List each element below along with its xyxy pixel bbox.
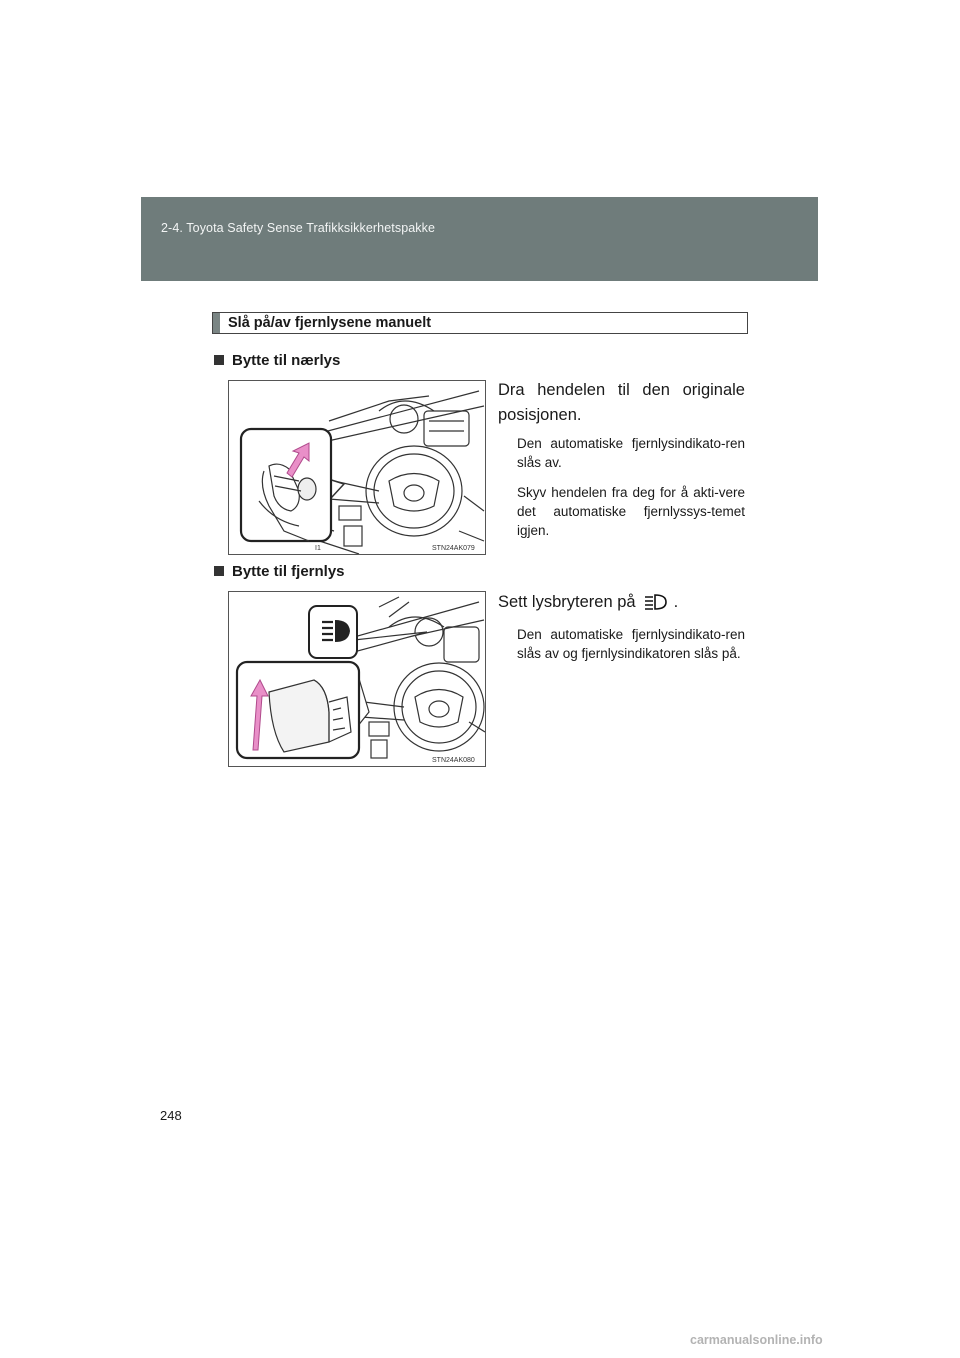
high-beam-instruction-text: Sett lysbryteren på	[498, 593, 636, 611]
high-beam-instruction-period: .	[673, 593, 679, 611]
square-bullet-icon	[214, 355, 224, 365]
square-bullet-icon	[214, 566, 224, 576]
high-beam-icon	[642, 593, 668, 619]
chapter-title: 2-4. Toyota Safety Sense Trafikksikkerhetspakke	[161, 221, 436, 235]
figure-code: STN24AK079	[432, 545, 475, 552]
low-beam-note-2: Skyv hendelen fra deg for å akti-vere det automatiske fjernlyssys-temet igjen.	[517, 485, 745, 538]
section-title: Slå på/av fjernlysene manuelt	[228, 315, 432, 331]
section-heading	[212, 312, 748, 334]
dashboard-illustration	[229, 381, 485, 554]
high-beam-instruction	[498, 590, 745, 619]
figure-small-label: I1	[315, 545, 321, 552]
section-marker	[213, 313, 220, 333]
high-beam-note-1: Den automatiske fjernlysindikato-ren slås av og fjernlysindikatoren slås på.	[517, 627, 745, 661]
subheading-high-beam	[214, 563, 345, 580]
figure-low-beam-lever	[228, 380, 486, 555]
subheading-high-beam-text: Bytte til fjernlys	[232, 563, 345, 580]
watermark[interactable]: carmanualsonline.info	[690, 1333, 823, 1347]
dashboard-illustration	[229, 592, 485, 766]
low-beam-note-1: Den automatiske fjernlysindikato-ren slås av.	[517, 436, 745, 470]
subheading-low-beam-text: Bytte til nærlys	[232, 352, 341, 369]
figure-high-beam-switch	[228, 591, 486, 767]
low-beam-instruction: Dra hendelen til den originale posisjonen.	[498, 381, 745, 424]
chapter-header	[141, 197, 818, 281]
figure-code: STN24AK080	[432, 757, 475, 764]
subheading-low-beam	[214, 352, 340, 369]
page-number: 248	[160, 1108, 182, 1123]
